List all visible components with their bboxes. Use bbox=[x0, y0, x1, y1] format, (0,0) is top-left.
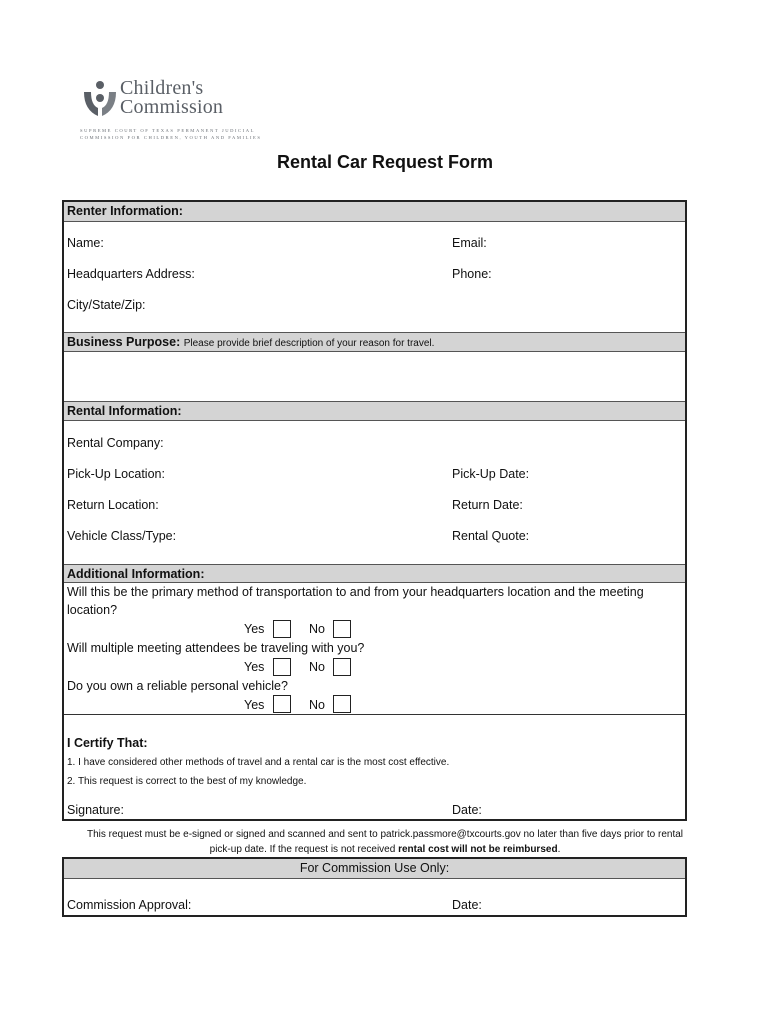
q2-no-checkbox[interactable] bbox=[333, 658, 351, 676]
pickup-date-field[interactable]: Pick-Up Date: bbox=[452, 467, 530, 481]
renter-info-header: Renter Information: bbox=[67, 204, 183, 218]
q1-no-checkbox[interactable] bbox=[333, 620, 351, 638]
question-1-line2: location? bbox=[67, 603, 118, 617]
return-date-field[interactable]: Return Date: bbox=[452, 498, 523, 512]
headquarters-address-field[interactable]: Headquarters Address: bbox=[67, 267, 195, 281]
q1-yes-label: Yes bbox=[244, 622, 265, 636]
commission-logo-mark-icon bbox=[80, 80, 120, 120]
certify-divider bbox=[64, 714, 685, 715]
logo-name-line2: Commission bbox=[120, 96, 224, 118]
question-1-line1: Will this be the primary method of transportation to and from your headquarters location and the meeting bbox=[67, 585, 644, 599]
signature-field[interactable]: Signature: bbox=[67, 803, 124, 817]
certify-item-1: 1. I have considered other methods of travel and a rental car is the most cost effective. bbox=[67, 757, 450, 768]
q3-yes-checkbox[interactable] bbox=[273, 695, 291, 713]
q2-no-label: No bbox=[309, 660, 325, 674]
commission-approval-field[interactable]: Commission Approval: bbox=[67, 898, 192, 912]
signature-date-field[interactable]: Date: bbox=[452, 803, 482, 817]
vehicle-class-field[interactable]: Vehicle Class/Type: bbox=[67, 529, 177, 543]
childrens-commission-logo bbox=[80, 77, 262, 144]
pickup-location-field[interactable]: Pick-Up Location: bbox=[67, 467, 165, 481]
instructions-period: . bbox=[557, 844, 561, 855]
certify-header: I Certify That: bbox=[67, 736, 148, 750]
q3-no-label: No bbox=[309, 698, 325, 712]
city-state-zip-field[interactable]: City/State/Zip: bbox=[67, 298, 146, 312]
commission-header: For Commission Use Only: bbox=[299, 861, 450, 875]
q3-yes-label: Yes bbox=[244, 698, 265, 712]
logo-subtitle-line1: SUPREME COURT OF TEXAS PERMANENT JUDICIAL bbox=[80, 128, 255, 133]
commission-use-box bbox=[62, 857, 687, 917]
submission-instructions bbox=[60, 827, 710, 857]
instructions-line2-text: pick-up date. If the request is not received bbox=[209, 844, 399, 855]
q2-yes-checkbox[interactable] bbox=[273, 658, 291, 676]
form-title: Rental Car Request Form bbox=[276, 152, 494, 172]
rental-info-header: Rental Information: bbox=[67, 404, 182, 418]
instructions-line1: This request must be e-signed or signed and scanned and sent to patrick.passmore@txcourts.gov no later than five days prior to rental bbox=[86, 829, 684, 840]
return-location-field[interactable]: Return Location: bbox=[67, 498, 159, 512]
name-field[interactable]: Name: bbox=[67, 236, 104, 250]
logo-name-line1: Children's bbox=[120, 77, 204, 99]
business-purpose-header bbox=[67, 335, 434, 349]
phone-field[interactable]: Phone: bbox=[452, 267, 492, 281]
q1-yes-checkbox[interactable] bbox=[273, 620, 291, 638]
additional-info-header: Additional Information: bbox=[67, 567, 205, 581]
instructions-line2 bbox=[60, 842, 710, 857]
q1-no-label: No bbox=[309, 622, 325, 636]
q2-yes-label: Yes bbox=[244, 660, 265, 674]
rental-company-field[interactable]: Rental Company: bbox=[67, 436, 164, 450]
business-purpose-textarea[interactable] bbox=[64, 352, 685, 401]
rental-quote-field[interactable]: Rental Quote: bbox=[452, 529, 530, 543]
commission-date-field[interactable]: Date: bbox=[452, 898, 482, 912]
instructions-emphasis: rental cost will not be reimbursed bbox=[398, 844, 558, 855]
certify-item-2: 2. This request is correct to the best of my knowledge. bbox=[67, 776, 307, 787]
email-field[interactable]: Email: bbox=[452, 236, 487, 250]
question-3: Do you own a reliable personal vehicle? bbox=[67, 679, 288, 693]
main-form bbox=[62, 200, 687, 821]
q3-no-checkbox[interactable] bbox=[333, 695, 351, 713]
business-purpose-label: Business Purpose: bbox=[67, 335, 181, 349]
business-purpose-hint: Please provide brief description of your reason for travel. bbox=[183, 338, 435, 349]
question-2: Will multiple meeting attendees be traveling with you? bbox=[67, 641, 365, 655]
logo-subtitle-line2: COMMISSION FOR CHILDREN, YOUTH AND FAMILIES bbox=[80, 135, 262, 140]
